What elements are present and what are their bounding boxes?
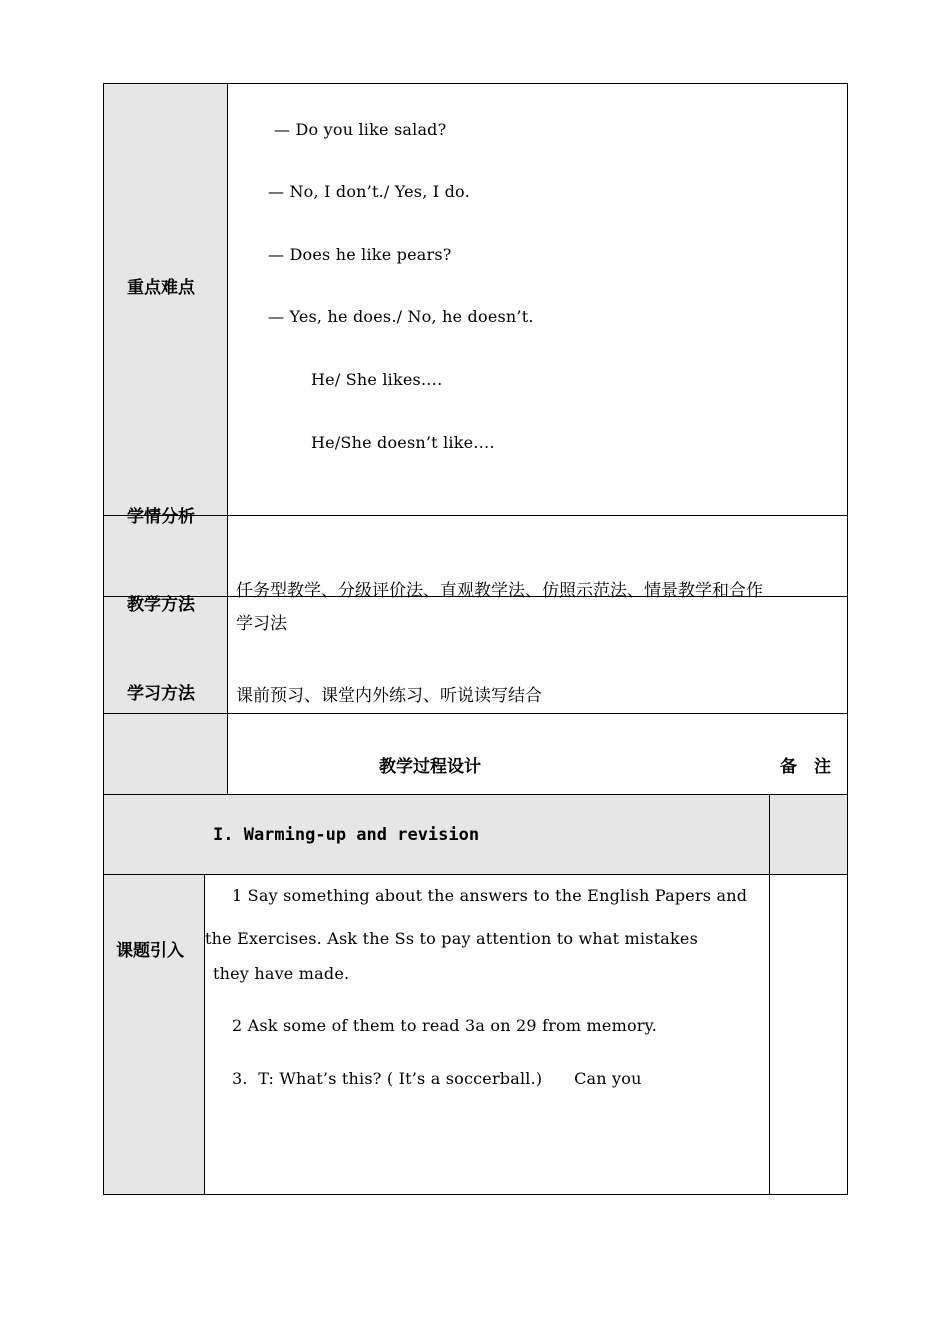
label-column-shade-top bbox=[104, 84, 227, 713]
warmup-notes-shade bbox=[770, 794, 847, 874]
notes-header: 备 注 bbox=[780, 757, 831, 777]
table-border-top bbox=[103, 83, 848, 84]
key-point-line: — Does he like pears? bbox=[268, 245, 452, 264]
label-divider-top bbox=[227, 83, 228, 794]
teaching-method-text: 任务型教学、分级评价法、直观教学法、仿照示范法、情景教学和合作 bbox=[236, 581, 763, 601]
row-line-4 bbox=[103, 794, 848, 795]
key-point-line: — Do you like salad? bbox=[274, 120, 447, 139]
intro-line: 3. T: What’s this? ( It’s a soccerball.) Can you bbox=[232, 1069, 642, 1088]
row-line-1 bbox=[103, 515, 848, 516]
intro-label-divider bbox=[204, 874, 205, 1195]
teaching-method-text-cont: 学习法 bbox=[236, 614, 287, 634]
warmup-title: I. Warming-up and revision bbox=[213, 825, 480, 845]
intro-line: 1 Say something about the answers to the English Papers and bbox=[232, 886, 748, 905]
process-design-title: 教学过程设计 bbox=[379, 757, 481, 777]
key-points-label: 重点难点 bbox=[127, 278, 195, 298]
key-point-line: — No, I don’t./ Yes, I do. bbox=[268, 182, 470, 201]
intro-label: 课题引入 bbox=[116, 941, 184, 961]
key-point-line: — Yes, he does./ No, he doesn’t. bbox=[268, 307, 534, 326]
learning-method-label: 学习方法 bbox=[127, 684, 195, 704]
key-point-line: He/She doesn’t like…. bbox=[311, 433, 495, 452]
intro-line: they have made. bbox=[213, 964, 350, 983]
learning-method-text: 课前预习、课堂内外练习、听说读写结合 bbox=[236, 686, 542, 706]
table-border-right bbox=[847, 83, 848, 1195]
table-border-bottom bbox=[103, 1194, 848, 1195]
row-line-3 bbox=[103, 713, 848, 714]
table-border-left bbox=[103, 83, 104, 1195]
student-analysis-label: 学情分析 bbox=[127, 507, 195, 527]
intro-line: 2 Ask some of them to read 3a on 29 from memory. bbox=[232, 1016, 658, 1035]
intro-line: the Exercises. Ask the Ss to pay attention to what mistakes bbox=[205, 929, 698, 948]
notes-divider bbox=[769, 794, 770, 1195]
process-header-label-shade bbox=[104, 713, 227, 794]
row-line-5 bbox=[103, 874, 848, 875]
teaching-method-label: 教学方法 bbox=[127, 595, 195, 615]
key-point-line: He/ She likes…. bbox=[311, 370, 443, 389]
intro-label-shade bbox=[104, 874, 205, 1194]
